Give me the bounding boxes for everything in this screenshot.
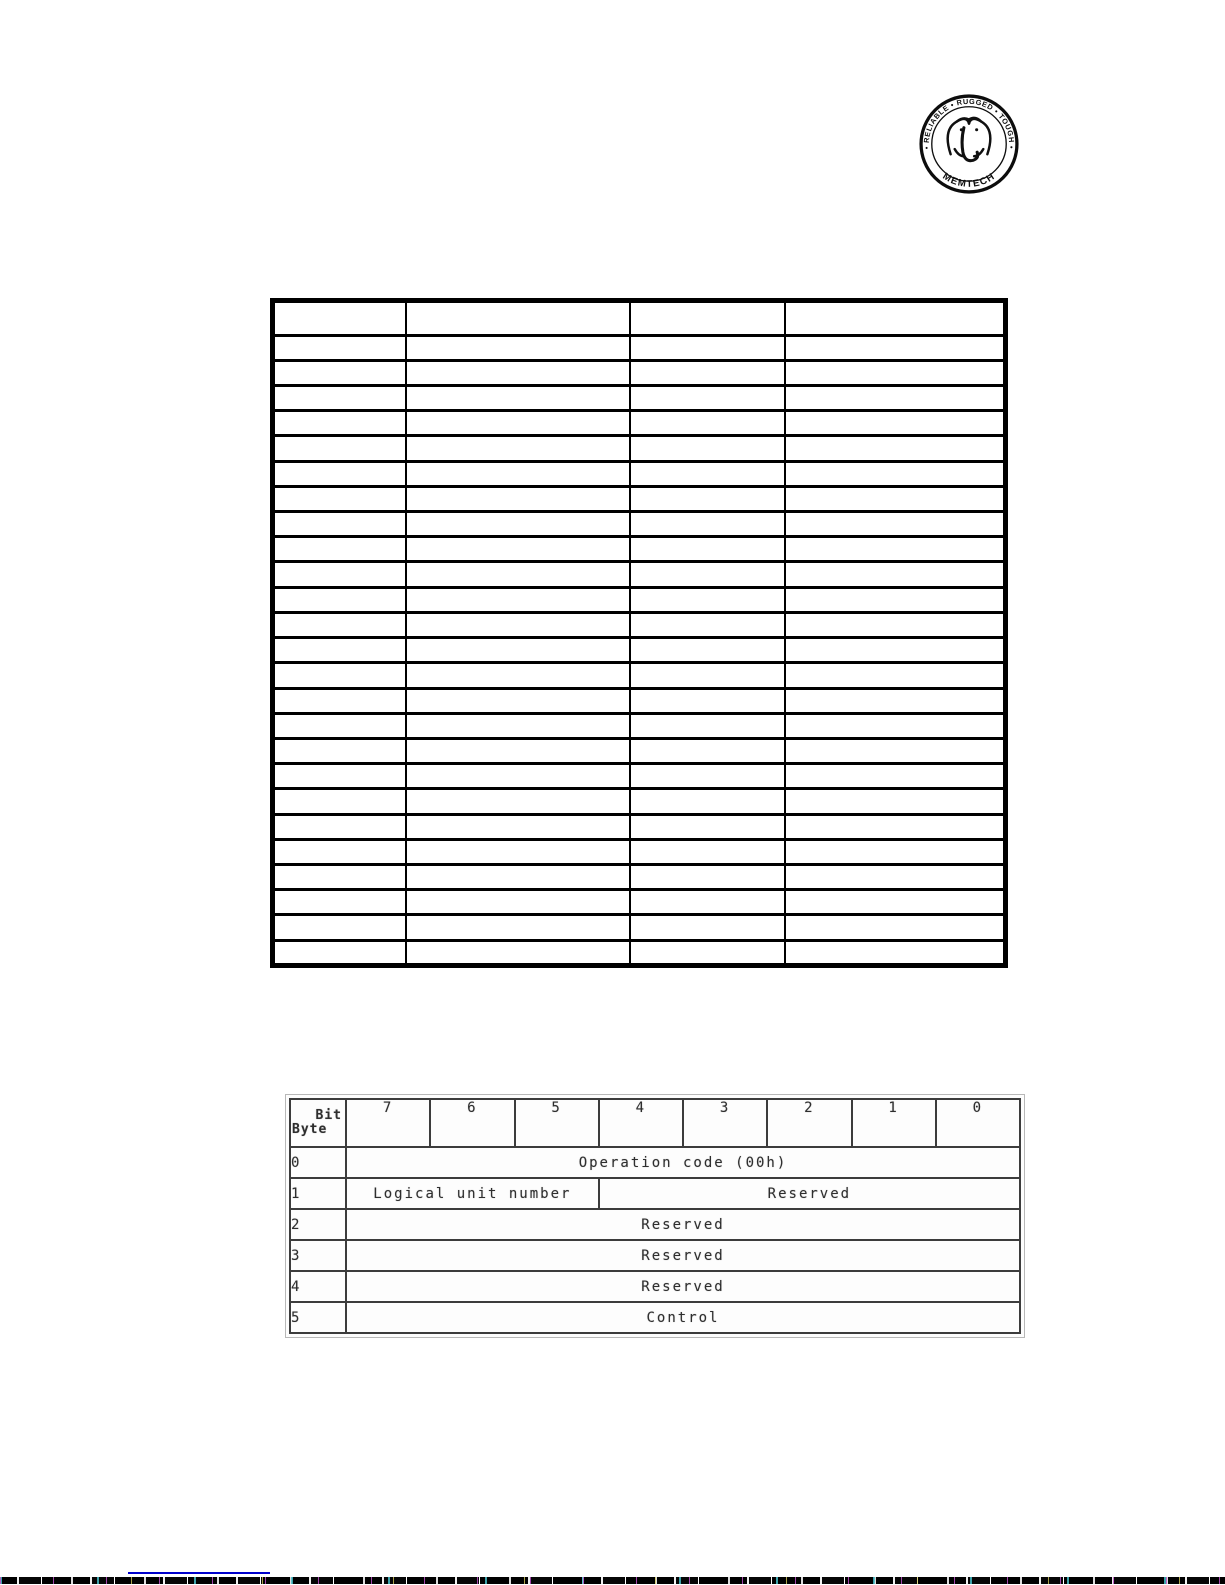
table-row — [273, 512, 1006, 537]
table-cell — [273, 587, 406, 612]
table-row — [273, 486, 1006, 511]
table-row — [273, 915, 1006, 940]
table-cell — [785, 360, 1006, 385]
table-cell — [785, 587, 1006, 612]
table-cell — [406, 915, 630, 940]
table-row — [273, 612, 1006, 637]
table-cell — [630, 738, 785, 763]
table-row — [273, 764, 1006, 789]
table-cell — [406, 713, 630, 738]
bit-header-cell: 1 — [852, 1099, 936, 1147]
table-cell — [630, 587, 785, 612]
table-cell — [785, 663, 1006, 688]
table-cell — [406, 537, 630, 562]
table-cell — [785, 638, 1006, 663]
cdb-field-cell: Reserved — [599, 1178, 1020, 1209]
table-cell — [406, 688, 630, 713]
table-cell — [273, 940, 406, 965]
bit-header-cell: 5 — [515, 1099, 599, 1147]
bit-header-cell: 2 — [767, 1099, 851, 1147]
corner-bit-label: Bit — [315, 1108, 342, 1123]
table-cell — [273, 915, 406, 940]
table-row — [273, 940, 1006, 965]
table-cell — [406, 512, 630, 537]
bit-header-cell: 4 — [599, 1099, 683, 1147]
table-cell — [273, 301, 406, 336]
table-row — [273, 663, 1006, 688]
table-cell — [273, 663, 406, 688]
table-cell — [273, 386, 406, 411]
byte-number-cell: 5 — [290, 1302, 346, 1333]
table-cell — [273, 738, 406, 763]
table-cell — [630, 814, 785, 839]
table-cell — [406, 587, 630, 612]
table-cell — [406, 411, 630, 436]
table-cell — [785, 335, 1006, 360]
cdb-field-cell: Reserved — [346, 1209, 1020, 1240]
table-cell — [630, 562, 785, 587]
table-row — [273, 587, 1006, 612]
table-cell — [785, 612, 1006, 637]
table-cell — [785, 915, 1006, 940]
cdb-field-cell: Logical unit number — [346, 1178, 599, 1209]
table-cell — [406, 890, 630, 915]
table-cell — [630, 411, 785, 436]
table-cell — [273, 512, 406, 537]
table-cell — [273, 335, 406, 360]
cdb-byte-row — [290, 1302, 1020, 1333]
table-cell — [785, 537, 1006, 562]
table-cell — [630, 335, 785, 360]
table-row — [273, 562, 1006, 587]
logo-ring-text: • RELIABLE • RUGGED • TOUGH • — [921, 96, 1017, 150]
table-cell — [630, 688, 785, 713]
table-cell — [273, 461, 406, 486]
table-cell — [630, 864, 785, 889]
table-row — [273, 411, 1006, 436]
table-cell — [630, 612, 785, 637]
table-cell — [273, 814, 406, 839]
table-row — [273, 461, 1006, 486]
table-cell — [406, 663, 630, 688]
footnote-rule — [128, 1572, 270, 1574]
table-cell — [630, 301, 785, 336]
cdb-field-cell: Operation code (00h) — [346, 1147, 1020, 1178]
table-cell — [785, 890, 1006, 915]
table-cell — [406, 301, 630, 336]
table-cell — [785, 486, 1006, 511]
table-cell — [630, 461, 785, 486]
table-cell — [273, 764, 406, 789]
cdb-byte-row — [290, 1147, 1020, 1178]
table-cell — [273, 839, 406, 864]
table-row — [273, 360, 1006, 385]
empty-table-region — [270, 298, 1008, 968]
byte-number-cell: 2 — [290, 1209, 346, 1240]
cdb-table-body — [290, 1099, 1020, 1333]
cdb-byte-row — [290, 1240, 1020, 1271]
corner-byte-label: Byte — [292, 1122, 328, 1137]
table-cell — [273, 486, 406, 511]
logo-brand-text: MEMTECH — [940, 170, 998, 190]
table-cell — [273, 436, 406, 461]
table-cell — [785, 940, 1006, 965]
table-cell — [630, 915, 785, 940]
table-cell — [630, 537, 785, 562]
table-cell — [406, 764, 630, 789]
table-cell — [785, 461, 1006, 486]
table-row — [273, 713, 1006, 738]
table-cell — [406, 789, 630, 814]
byte-number-cell: 4 — [290, 1271, 346, 1302]
table-cell — [273, 789, 406, 814]
table-cell — [406, 360, 630, 385]
table-cell — [630, 638, 785, 663]
table-cell — [406, 738, 630, 763]
byte-number-cell: 3 — [290, 1240, 346, 1271]
table-cell — [630, 663, 785, 688]
memtech-logo — [918, 92, 1020, 196]
table-cell — [273, 562, 406, 587]
table-row — [273, 738, 1006, 763]
bit-header-cell: 7 — [346, 1099, 430, 1147]
table-row — [273, 335, 1006, 360]
cdb-table — [289, 1098, 1021, 1334]
bit-header-cell: 6 — [430, 1099, 514, 1147]
table-cell — [630, 486, 785, 511]
table-cell — [785, 688, 1006, 713]
table-cell — [630, 360, 785, 385]
table-cell — [630, 890, 785, 915]
table-cell — [785, 512, 1006, 537]
table-cell — [785, 738, 1006, 763]
table-cell — [273, 411, 406, 436]
table-cell — [406, 436, 630, 461]
table-cell — [273, 638, 406, 663]
table-row — [273, 537, 1006, 562]
table-cell — [273, 612, 406, 637]
table-cell — [785, 713, 1006, 738]
table-cell — [785, 411, 1006, 436]
table-row — [273, 638, 1006, 663]
table-cell — [406, 814, 630, 839]
table-cell — [406, 638, 630, 663]
table-cell — [406, 335, 630, 360]
table-cell — [785, 562, 1006, 587]
bit-byte-corner-cell — [290, 1099, 346, 1147]
table-cell — [785, 436, 1006, 461]
bit-header-cell: 0 — [936, 1099, 1020, 1147]
table-cell — [630, 940, 785, 965]
empty-grid-table — [270, 298, 1008, 968]
cdb-field-cell: Reserved — [346, 1271, 1020, 1302]
table-cell — [630, 713, 785, 738]
byte-number-cell: 0 — [290, 1147, 346, 1178]
table-cell — [406, 461, 630, 486]
cdb-field-cell: Control — [346, 1302, 1020, 1333]
table-row — [273, 301, 1006, 336]
table-row — [273, 688, 1006, 713]
table-row — [273, 789, 1006, 814]
table-cell — [406, 486, 630, 511]
table-cell — [785, 301, 1006, 336]
cdb-table-frame — [285, 1094, 1025, 1338]
table-row — [273, 386, 1006, 411]
table-cell — [785, 864, 1006, 889]
table-cell — [785, 764, 1006, 789]
table-cell — [785, 789, 1006, 814]
table-row — [273, 864, 1006, 889]
table-row — [273, 890, 1006, 915]
table-cell — [273, 688, 406, 713]
page-edge-scan-artifact — [0, 1577, 1225, 1584]
elephant-icon — [918, 92, 1020, 196]
cdb-field-cell: Reserved — [346, 1240, 1020, 1271]
table-cell — [406, 839, 630, 864]
empty-grid-body — [273, 301, 1006, 966]
table-cell — [630, 436, 785, 461]
table-cell — [273, 890, 406, 915]
table-cell — [406, 562, 630, 587]
table-cell — [273, 864, 406, 889]
table-row — [273, 814, 1006, 839]
table-cell — [406, 612, 630, 637]
table-cell — [785, 839, 1006, 864]
table-cell — [630, 764, 785, 789]
table-cell — [406, 386, 630, 411]
table-cell — [406, 864, 630, 889]
cdb-byte-row — [290, 1209, 1020, 1240]
table-cell — [630, 512, 785, 537]
byte-number-cell: 1 — [290, 1178, 346, 1209]
table-row — [273, 839, 1006, 864]
cdb-header-row — [290, 1099, 1020, 1147]
cdb-byte-row — [290, 1178, 1020, 1209]
table-cell — [273, 360, 406, 385]
table-cell — [785, 814, 1006, 839]
table-cell — [630, 386, 785, 411]
bit-header-cell: 3 — [683, 1099, 767, 1147]
table-cell — [406, 940, 630, 965]
table-row — [273, 436, 1006, 461]
table-cell — [785, 386, 1006, 411]
cdb-byte-row — [290, 1271, 1020, 1302]
table-cell — [630, 789, 785, 814]
table-cell — [630, 839, 785, 864]
table-cell — [273, 537, 406, 562]
table-cell — [273, 713, 406, 738]
